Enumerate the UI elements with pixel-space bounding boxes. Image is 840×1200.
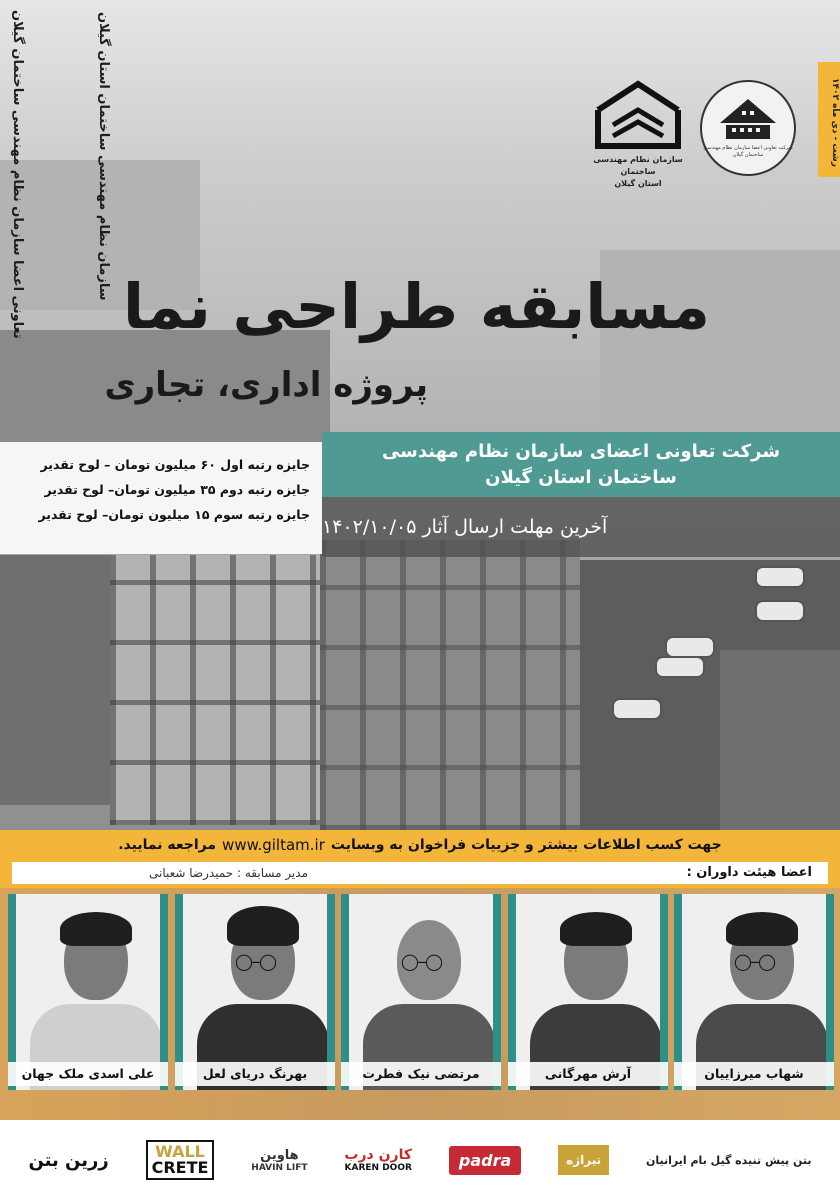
page-title: مسابقه طراحی نما [122,270,710,343]
coop-logo-caption: شرکت تعاونی اعضا سازمان نظام مهندسی ساختمان گیلان [703,145,793,158]
prize-first: جایزه رتبه اول ۶۰ میلیون تومان – لوح تقدیر [40,457,310,472]
engineering-org-logo [588,80,688,190]
organizer-line: ساختمان استان گیلان [485,466,677,488]
car [655,656,705,678]
judge-name: مرتضی نیک فطرت [341,1062,501,1086]
karen-fa: کارن درب [344,1147,413,1163]
judge-name: علی اسدی ملک جهان [8,1062,168,1086]
judge-hair [227,906,299,946]
car [665,636,715,658]
judge-photo [8,894,168,1090]
prizes-box [0,442,322,554]
wallcrete-logo [146,1140,215,1180]
cooperative-logo [700,80,796,176]
concrete-frame-grid [320,540,580,830]
judge-photo [341,894,501,1090]
building [0,555,110,805]
judge-card [674,894,834,1094]
judge-hair [560,912,632,946]
judge-card [508,894,668,1094]
info-text: مراجعه نمایید. [118,837,217,853]
judge-card [341,894,501,1094]
judge-name: بهرنگ دریای لعل [175,1062,335,1086]
havin-lift-logo [251,1148,307,1173]
roof-logo-icon [593,80,683,150]
page-subtitle: پروژه اداری، تجاری [104,365,428,405]
judge-photo [674,894,834,1090]
zarin-beton-logo: زرین بتن [28,1149,109,1171]
vertical-caption: تعاونی اعضا سازمان نظام مهندسی ساختمان گیلان [10,10,25,339]
sponsors-bar [0,1120,840,1200]
judge-name: آرش مهرگانی [508,1062,668,1086]
website-link[interactable]: www.giltam.ir [222,836,325,854]
judge-hair [60,912,132,946]
karen-door-logo [344,1147,412,1173]
deadline-text: آخرین مهلت ارسال آثار ۱۴۰۲/۱۰/۰۵ [322,516,608,538]
judge-card [8,894,168,1094]
deadline-strip [322,497,840,557]
vertical-caption: سازمان نظام مهندسی ساختمان استان گیلان [96,12,111,301]
judge-card [175,894,335,1094]
wallcrete-word-2: CRETE [151,1158,209,1177]
date-badge: رشت - دی ماه ۱۴۰۲ [818,62,840,177]
wallcrete-word-1: WALL [155,1142,205,1161]
karen-en: KAREN DOOR [344,1163,412,1173]
roof [720,650,840,830]
car [755,600,805,622]
judge-photo [175,894,335,1090]
judge-name: شهاب میرزاییان [674,1062,834,1086]
info-bar [0,830,840,860]
glasses-icon: ◯‒◯ [401,952,441,971]
havin-fa: هاوین [260,1147,299,1163]
scaffold [110,555,320,825]
prize-second: جایزه رتبه دوم ۳۵ میلیون تومان– لوح تقدیر [44,482,310,497]
glasses-icon: ◯‒◯ [734,952,774,971]
organizer-box [322,432,840,497]
car [755,566,805,588]
havin-en: HAVIN LIFT [251,1162,308,1173]
judge-hair [726,912,798,946]
judge-photo [508,894,668,1090]
padra-logo: padra [449,1146,521,1175]
prize-third: جایزه رتبه سوم ۱۵ میلیون تومان– لوح تقدیر [38,507,310,522]
organizer-line: شرکت تعاونی اعضای سازمان نظام مهندسی [381,440,781,462]
cooperative-emblem-icon [718,97,778,141]
gilbam-logo: بتن پیش تنیده گیل بام ایرانیان [646,1153,812,1167]
org-logo-caption: استان گیلان [614,179,662,188]
info-text: جهت کسب اطلاعات بیشتر و جزییات فراخوان به وبسایت [330,837,722,853]
org-logo-caption: سازمان نظام مهندسی ساختمان [593,155,683,176]
manager-label: مدیر مسابقه : حمیدرضا شعبانی [12,862,318,884]
glasses-icon: ◯‒◯ [235,952,275,971]
jury-label: اعضا هیئت داوران : [316,862,828,884]
tiraze-logo: تیراژه [558,1145,609,1175]
car [612,698,662,720]
